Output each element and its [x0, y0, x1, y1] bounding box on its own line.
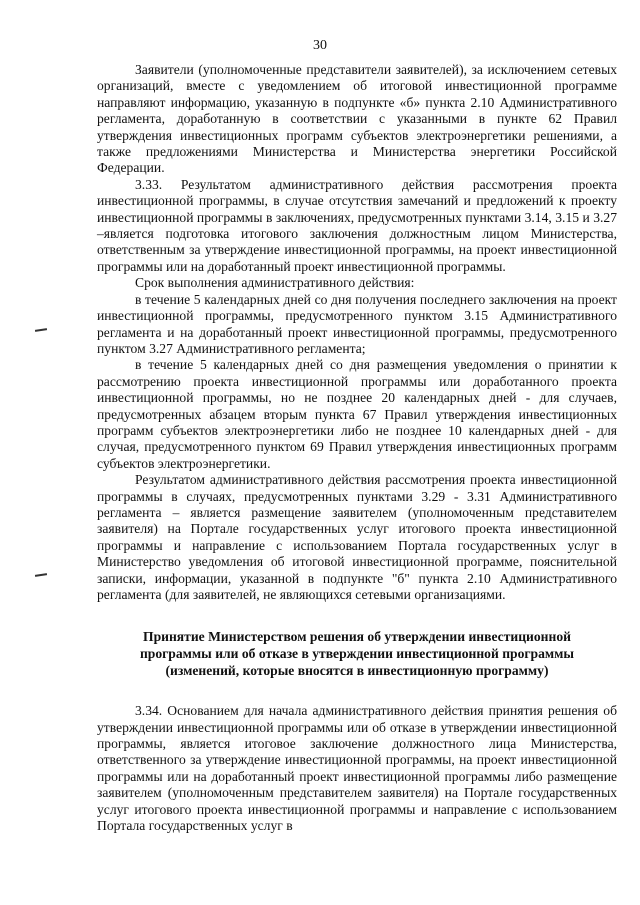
- paragraph: Заявители (уполномоченные представители заявителей), за исключением сетевых организаций, вместе с уведомлением об итоговой инвестиционной программе направляют информацию, указанную в подпункте «б» пункта 2.10 Административного регламента, доработанную в соответствии с указанными в пункте 62 Правил утверждения инвестиционных программ субъектов электроэнергетики решениями, а также предложениями Министерства и Министерства энергетики Российской Федерации.: [97, 62, 617, 176]
- margin-mark: [35, 573, 47, 577]
- page-number: 30: [313, 38, 327, 53]
- document-body: [97, 62, 617, 834]
- paragraph: в течение 5 календарных дней со дня получения последнего заключения на проект инвестиционной программы, предусмотренного пунктом 3.15 Административного регламента и на доработанный проект инвестиционной программы, предусмотренного пунктом 3.27 Административного регламента;: [97, 291, 617, 356]
- paragraph: Результатом административного действия рассмотрения проекта инвестиционной программы в случаях, предусмотренных пунктами 3.29 - 3.31 Административного регламента – является размещение заявителем (уполномоченным представителем заявителя) на Портале государственных услуг итогового проекта инвестиционной программы и направление с использованием Портала государственных услуг в Министерство уведомления об итоговой инвестиционной программе, пояснительной записки, информации, указанной в подпункте "б" пункта 2.10 Административного регламента (для заявителей, не являющихся сетевыми организациями.: [97, 472, 617, 602]
- paragraph: Срок выполнения административного действия:: [135, 275, 415, 291]
- paragraph: 3.34. Основанием для начала административного действия принятия решения об утверждении инвестиционной программы или об отказе в утверждении инвестиционной программы, является итоговое заключение должностного лица Министерства, ответственного за утверждение инвестиционной программы, на проект инвестиционной программы или на доработанный проект инвестиционной программы либо размещение заявителем (уполномоченным представителем заявителя) на Портале государственных услуг итогового проекта инвестиционной программы и направление с использованием Портала государственных услуг в: [97, 703, 617, 834]
- paragraph: в течение 5 календарных дней со дня размещения уведомления о принятии к рассмотрению проекта инвестиционной программы или доработанного проекта инвестиционной программы, но не позднее 20 календарных дней - для случаев, предусмотренных абзацем вторым пункта 67 Правил утверждения инвестиционных программ субъектов электроэнергетики либо не позднее 10 календарных дней - для случая, предусмотренного пунктом 69 Правил утверждения инвестиционных программ субъектов электроэнергетики.: [97, 357, 617, 471]
- paragraph: 3.33. Результатом административного действия рассмотрения проекта инвестиционной программы, в случае отсутствия замечаний и предложений к проекту инвестиционной программы в заключениях, предусмотренных пунктами 3.14, 3.15 и 3.27 –является подготовка итогового заключения должностным лицом Министерства, ответственным за утверждение инвестиционной программы, на проект инвестиционной программы или на доработанный проект инвестиционной программы.: [97, 176, 617, 274]
- margin-mark: [35, 328, 47, 332]
- section-title: Принятие Министерством решения об утверждении инвестиционной программы или об отказе в утверждении инвестиционной программы (изменений, которые вносятся в инвестиционную программу): [139, 629, 575, 678]
